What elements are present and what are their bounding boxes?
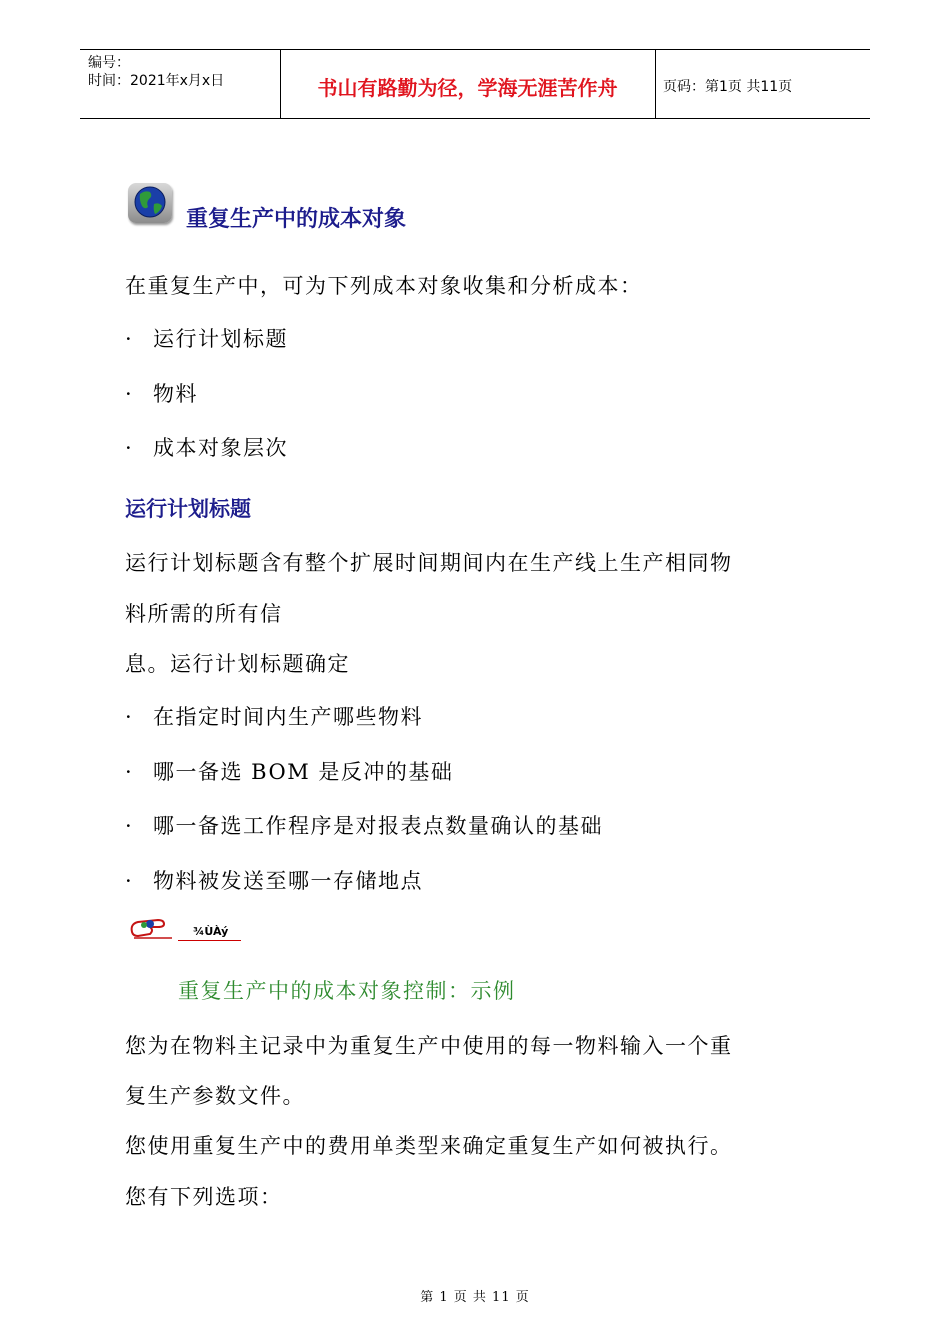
paragraph-line: 运行计划标题含有整个扩展时间期间内在生产线上生产相同物 bbox=[125, 551, 733, 575]
globe-icon bbox=[128, 183, 172, 223]
page-footer: 第 1 页 共 11 页 bbox=[420, 1290, 530, 1305]
header-page-info: 页码：第1页 共11页 bbox=[663, 79, 793, 95]
paragraph-line: 您使用重复生产中的费用单类型来确定重复生产如何被执行。 bbox=[125, 1134, 733, 1158]
list-item: · 运行计划标题 bbox=[125, 327, 288, 351]
paragraph-line: 您为在物料主记录中为重复生产中使用的每一物料输入一个重 bbox=[125, 1034, 733, 1058]
example-title: 重复生产中的成本对象控制：示例 bbox=[178, 979, 516, 1003]
number-label: 编号： bbox=[88, 55, 130, 71]
example-label: ¾ÙÀý bbox=[193, 925, 229, 938]
divider bbox=[178, 940, 241, 941]
section-title: 重复生产中的成本对象 bbox=[186, 206, 407, 232]
subsection-heading: 运行计划标题 bbox=[125, 496, 251, 521]
paragraph-line: 料所需的所有信 bbox=[125, 602, 283, 626]
list-item: · 成本对象层次 bbox=[125, 436, 288, 460]
page-header bbox=[80, 49, 870, 119]
list-item: · 在指定时间内生产哪些物料 bbox=[125, 705, 423, 729]
list-item: · 物料被发送至哪一存储地点 bbox=[125, 869, 423, 893]
section-intro: 在重复生产中，可为下列成本对象收集和分析成本： bbox=[125, 274, 643, 298]
paragraph-line: 复生产参数文件。 bbox=[125, 1084, 305, 1108]
time-label: 时间：2021年x月x日 bbox=[88, 73, 225, 89]
paragraph-line: 息。运行计划标题确定 bbox=[125, 652, 350, 676]
header-motto: 书山有路勤为径，学海无涯苦作舟 bbox=[317, 76, 618, 100]
paragraph-line: 您有下列选项： bbox=[125, 1185, 283, 1209]
list-item: · 哪一备选工作程序是对报表点数量确认的基础 bbox=[125, 814, 603, 838]
header-meta bbox=[88, 54, 224, 90]
list-item: · 物料 bbox=[125, 382, 198, 406]
header-divider bbox=[655, 50, 656, 118]
pointing-hand-icon bbox=[128, 912, 178, 948]
list-item: · 哪一备选 BOM 是反冲的基础 bbox=[125, 760, 454, 784]
